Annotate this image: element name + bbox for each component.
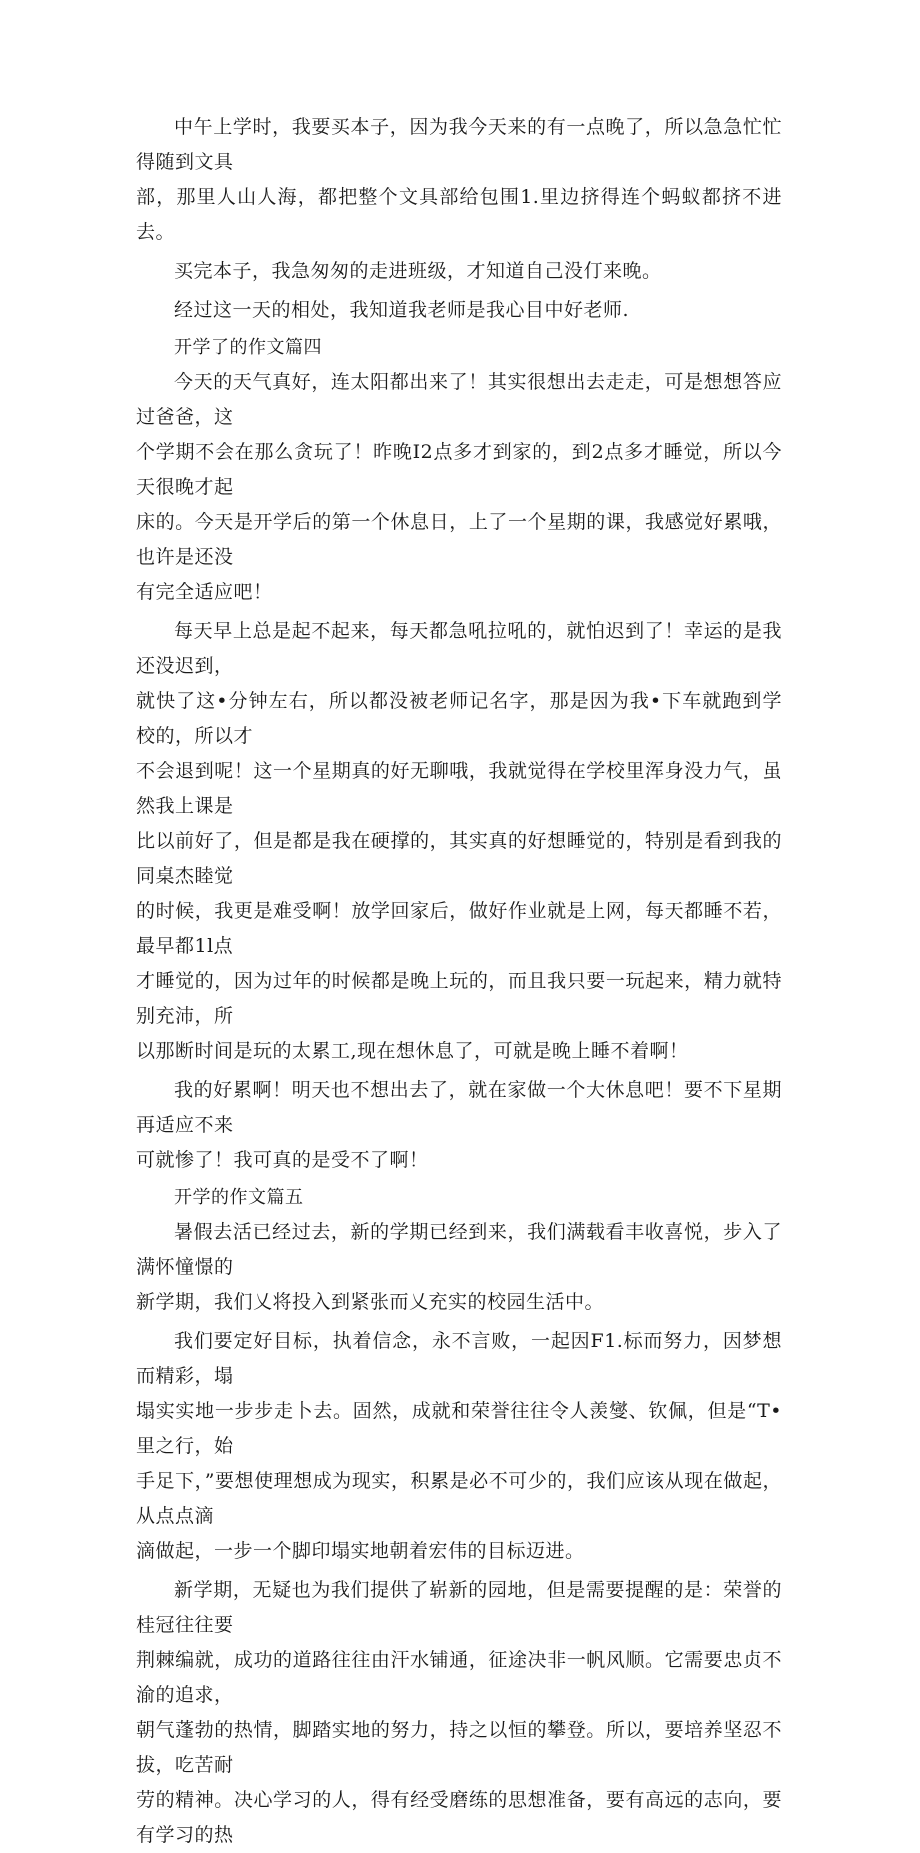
- line: 个学期不会在那么贪玩了！昨晚I2点多才到家的，到2点多才睡觉，所以今天很晚才起: [136, 441, 782, 498]
- line: 以那断时间是玩的太累工,现在想休息了，可就是晚上睡不着啊！: [136, 1040, 689, 1062]
- paragraph-3: [136, 293, 782, 328]
- line: 部，那里人山人海，都把整个文具部给包围1.里边挤得连个蚂蚁都挤不进去。: [136, 186, 782, 243]
- line: 有完全适应吧！: [136, 581, 273, 603]
- line: 中午上学时，我要买本子，因为我今天来的有一点晚了，所以急急忙忙得随到文具: [136, 116, 782, 173]
- line: 可就惨了！我可真的是受不了啊！: [136, 1149, 429, 1171]
- line: 朝气蓬勃的热情，脚踏实地的努力，持之以恒的攀登。所以，要培养坚忍不拔，吃苦耐: [136, 1719, 782, 1776]
- line: 比以前好了，但是都是我在硬撑的，其实真的好想睡觉的，特别是看到我的同桌杰睦觉: [136, 830, 782, 887]
- line: 每天早上总是起不起来，每天都急吼拉吼的，就怕迟到了！幸运的是我还没迟到，: [136, 620, 782, 677]
- line: 就快了这•分钟左右，所以都没被老师记名字，那是因为我•下车就跑到学校的，所以才: [136, 690, 782, 747]
- document-body: [136, 110, 782, 1853]
- line: 不会退到呢！这一个星期真的好无聊哦，我就觉得在学校里浑身没力气，虽然我上课是: [136, 760, 782, 817]
- paragraph-8: [136, 1324, 782, 1569]
- line: 塌实实地一步步走卜去。固然，成就和荣誉往往令人羡燮、钦佩，但是“T•里之行，始: [136, 1400, 782, 1457]
- line: 暑假去活已经过去，新的学期已经到来，我们满载看丰收喜悦，步入了满怀憧憬的: [136, 1221, 782, 1278]
- line: 荆棘编就，成功的道路往往由汗水铺通，征途决非一帆风顺。它需要忠贞不渝的追求，: [136, 1649, 782, 1706]
- paragraph-7: [136, 1215, 782, 1320]
- line: 新学期，我们乂将投入到紧张而乂充实的校园生活中。: [136, 1291, 605, 1313]
- section-heading-5: [136, 1180, 782, 1215]
- paragraph-9: [136, 1573, 782, 1853]
- line: 床的。今天是开学后的第一个休息日，上了一个星期的课，我感觉好累哦，也许是还没: [136, 511, 782, 568]
- heading-text: 开学了的作文篇四: [174, 337, 322, 358]
- line: 我的好累啊！明天也不想出去了，就在家做一个大休息吧！要不下星期再适应不来: [136, 1079, 782, 1136]
- line: 新学期，无疑也为我们提供了崭新的园地，但是需要提醒的是：荣誉的桂冠往往要: [136, 1579, 782, 1636]
- paragraph-5: [136, 614, 782, 1069]
- line: 买完本子，我急匆匆的走进班级，才知道自己没仃来晚。: [174, 260, 662, 282]
- paragraph-2: [136, 254, 782, 289]
- line: 劳的精神。决心学习的人，得有经受磨练的思想准备，要有高远的志向，要有学习的热: [136, 1789, 782, 1846]
- heading-text: 开学的作文篇五: [174, 1187, 304, 1208]
- line: 手足下，”要想使理想成为现实，积累是必不可少的，我们应该从现在做起，从点点滴: [136, 1470, 782, 1527]
- paragraph-4: [136, 365, 782, 610]
- line: 的时候，我更是难受啊！放学回家后，做好作业就是上网，每天都睡不若，最早都1l点: [136, 900, 782, 957]
- paragraph-1: [136, 110, 782, 250]
- line: 我们要定好目标，执着信念，永不言败，一起因F1.标而努力，因梦想而精彩，塌: [136, 1330, 782, 1387]
- line: 滴做起，一步一个脚印塌实地朝着宏伟的目标迈进。: [136, 1540, 585, 1562]
- section-heading-4: [136, 330, 782, 365]
- line: 才睡觉的，因为过年的时候都是晚上玩的，而且我只要一玩起来，精力就特别充沛，所: [136, 970, 782, 1027]
- line: 经过这一天的相处，我知道我老师是我心目中好老师.: [174, 299, 630, 321]
- line: 今天的天气真好，连太阳都出来了！其实很想出去走走，可是想想答应过爸爸，这: [136, 371, 782, 428]
- paragraph-6: [136, 1073, 782, 1178]
